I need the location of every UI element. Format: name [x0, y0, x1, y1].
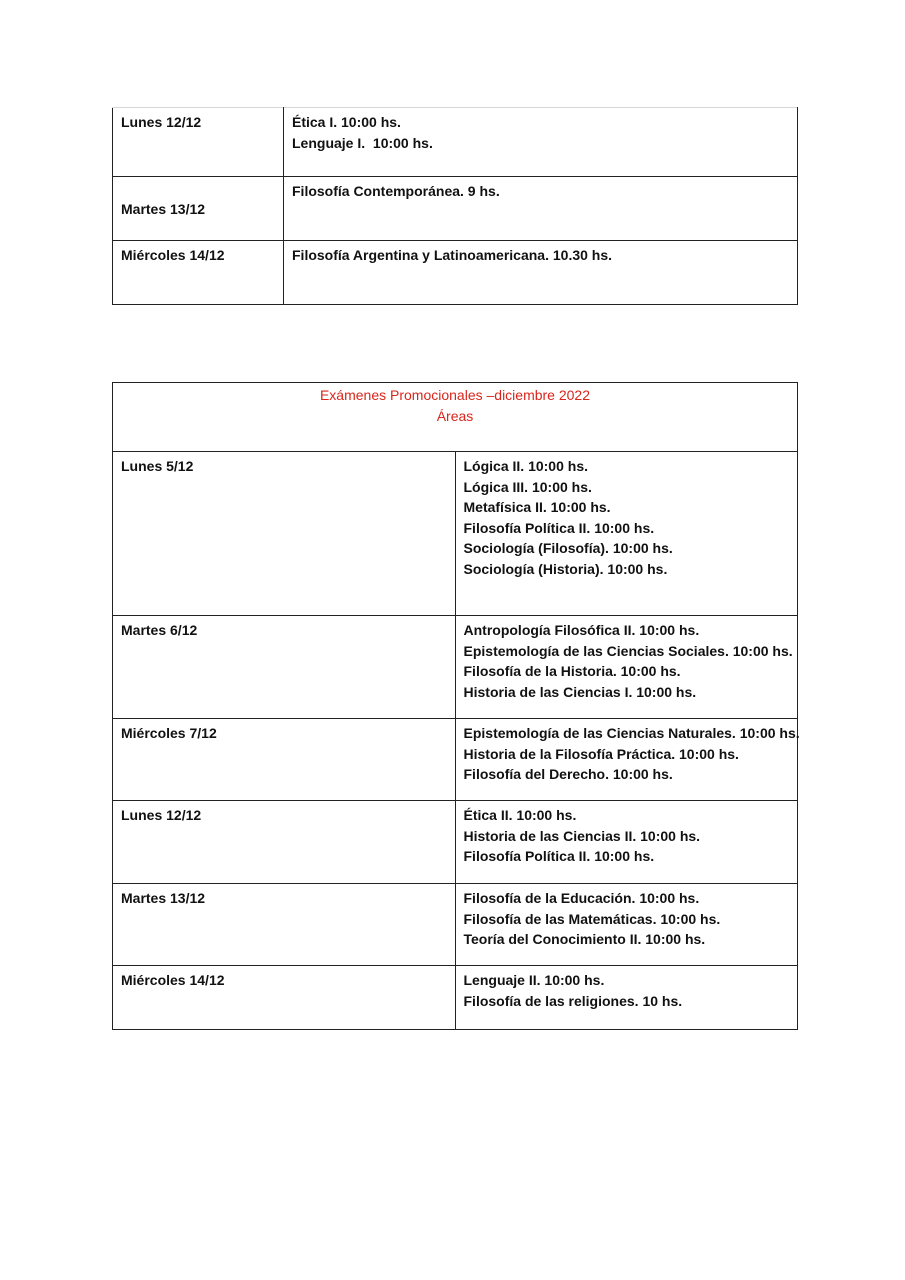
table-title-cell	[113, 383, 798, 452]
promotional-exams-table	[112, 382, 798, 1030]
day-cell: Martes 13/12	[113, 884, 456, 966]
table-title: Exámenes Promocionales –diciembre 2022	[319, 387, 591, 403]
subject-item: Lógica III. 10:00 hs.	[463, 478, 592, 495]
subject-item: Filosofía Contemporánea. 9 hs.	[292, 183, 500, 199]
table-row	[113, 801, 798, 884]
day-cell: Lunes 12/12	[113, 801, 456, 884]
subject-item: Filosofía Política II. 10:00 hs.	[463, 848, 655, 864]
subjects-cell	[284, 108, 798, 177]
day-cell: Lunes 5/12	[113, 452, 456, 616]
subject-item: Filosofía de la Historia. 10:00 hs.	[463, 663, 681, 679]
table-row	[113, 108, 798, 177]
subject-item: Historia de las Ciencias II. 10:00 hs.	[463, 827, 701, 844]
subject-item: Sociología (Historia). 10:00 hs.	[463, 560, 668, 577]
subject-item: Historia de la Filosofía Práctica. 10:00 hs.	[463, 745, 739, 762]
day-cell: Lunes 12/12	[113, 108, 284, 177]
subject-item: Filosofía del Derecho. 10:00 hs.	[463, 766, 673, 782]
subject-item: Epistemología de las Ciencias Sociales. 10:00 hs.	[463, 642, 793, 659]
day-cell: Miércoles 14/12	[113, 966, 456, 1030]
subjects-cell	[455, 884, 798, 966]
subject-item: Metafísica II. 10:00 hs.	[463, 499, 611, 515]
day-cell: Miércoles 7/12	[113, 719, 456, 801]
exam-schedule-table-continued	[112, 107, 798, 305]
subject-item: Ética I. 10:00 hs.	[292, 114, 401, 130]
subjects-cell	[284, 177, 798, 241]
subjects-cell	[284, 241, 798, 305]
subject-item: Sociología (Filosofía). 10:00 hs.	[463, 540, 673, 556]
subject-item: Filosofía de las Matemáticas. 10:00 hs.	[463, 910, 721, 927]
table-row	[113, 966, 798, 1030]
table-row	[113, 884, 798, 966]
day-cell: Miércoles 14/12	[113, 241, 284, 305]
table-row	[113, 241, 798, 305]
day-cell	[113, 177, 284, 241]
table-row	[113, 616, 798, 719]
subjects-cell	[455, 719, 798, 801]
subject-item: Antropología Filosófica II. 10:00 hs.	[463, 622, 700, 638]
table-subtitle: Áreas	[436, 407, 474, 424]
subjects-cell	[455, 452, 798, 616]
table-row	[113, 452, 798, 616]
subjects-cell	[455, 801, 798, 884]
subject-item: Filosofía Política II. 10:00 hs.	[463, 519, 655, 536]
table-header-row	[113, 383, 798, 452]
subject-item: Filosofía Argentina y Latinoamericana. 10.30 hs.	[292, 247, 613, 263]
subjects-cell	[455, 966, 798, 1030]
day-cell: Martes 6/12	[113, 616, 456, 719]
subject-item: Epistemología de las Ciencias Naturales. 10:00 hs.	[463, 725, 800, 741]
day-label: Martes 13/12	[121, 201, 206, 217]
table-row	[113, 177, 798, 241]
table-row	[113, 719, 798, 801]
subjects-cell	[455, 616, 798, 719]
subject-item: Teoría del Conocimiento II. 10:00 hs.	[463, 931, 706, 947]
subject-item: Filosofía de las religiones. 10 hs.	[463, 992, 683, 1009]
subject-item: Historia de las Ciencias I. 10:00 hs.	[463, 683, 697, 700]
subject-item: Filosofía de la Educación. 10:00 hs.	[463, 890, 700, 906]
subject-item: Lógica II. 10:00 hs.	[463, 458, 588, 474]
subject-item: Lenguaje II. 10:00 hs.	[463, 972, 605, 988]
subject-item: Lenguaje I. 10:00 hs.	[292, 134, 433, 151]
subject-item: Ética II. 10:00 hs.	[463, 807, 577, 823]
